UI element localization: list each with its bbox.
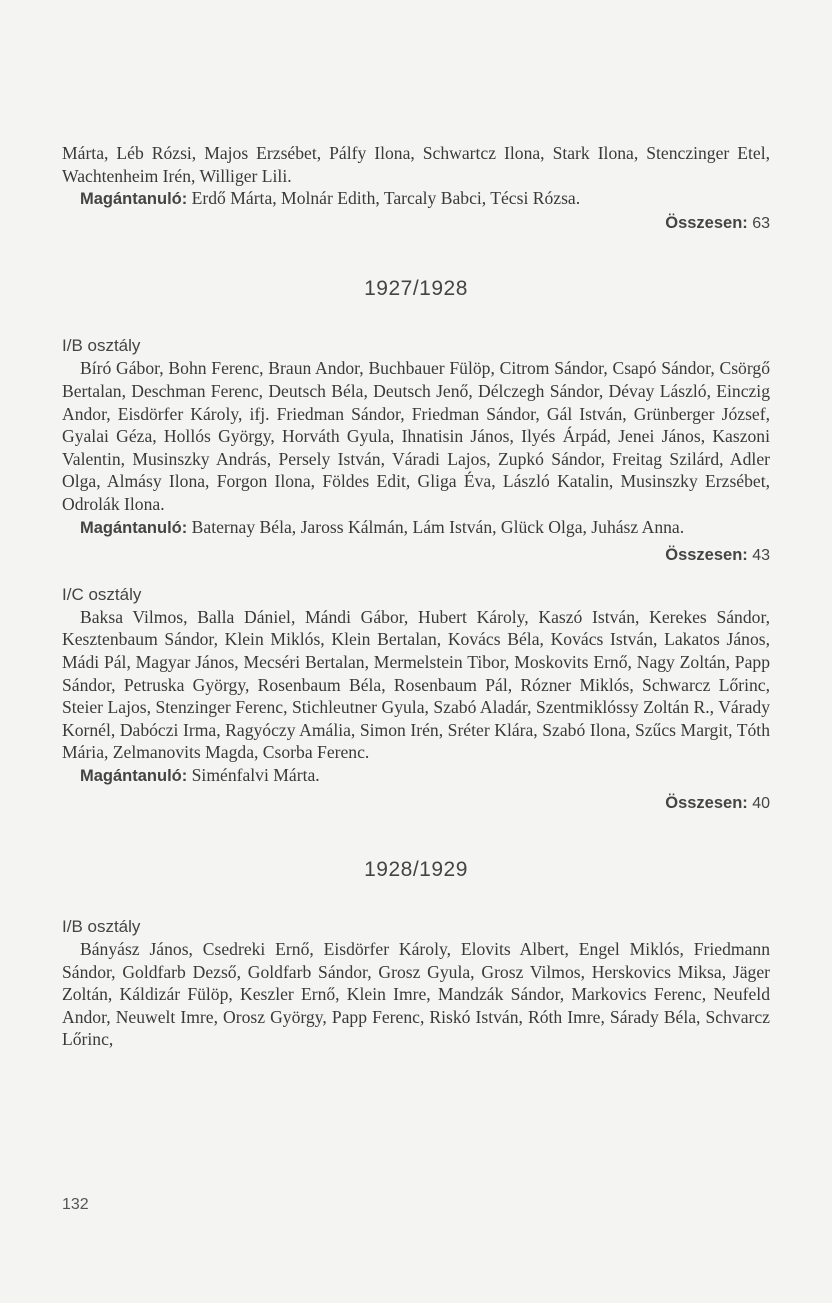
private-students-names: Baternay Béla, Jaross Kálmán, Lám István, Glück Olga, Juhász Anna. <box>187 516 685 537</box>
class-total <box>62 791 770 816</box>
class-list-ib-1928: Bányász János, Csedreki Ernő, Eisdörfer Károly, Elovits Albert, Engel Miklós, Friedmann Sándor, Goldfarb Dezső, Goldfarb Sándor, Grosz Gyula, Grosz Vilmos, Herskovics Miksa, Jäger Zoltán, Káldizár Fülöp, Keszler Ernő, Klein Imre, Mandzák Sándor, Markovics Ferenc, Neufeld Andor, Neuwelt Imre, Orosz György, Papp Ferenc, Riskó István, Róth Imre, Sárady Béla, Schvarcz Lőrinc, <box>62 939 770 1050</box>
class-list-continued: Márta, Léb Rózsi, Majos Erzsébet, Pálfy Ilona, Schwartcz Ilona, Stark Ilona, Stenczinger Etel, Wachtenheim Irén, Williger Lili. <box>62 143 770 186</box>
class-total-label: Összesen: <box>665 213 748 232</box>
class-list-ib-1927: Bíró Gábor, Bohn Ferenc, Braun Andor, Buchbauer Fülöp, Citrom Sándor, Csapó Sándor, Csörgő Bertalan, Deschman Ferenc, Deutsch Béla, Deutsch Jenő, Délczegh Sándor, Dévay László, Einczig Andor, Eisdörfer Károly, ifj. Friedman Sándor, Friedman Sándor, Gál István, Grünberger József, Gyalai Géza, Hollós György, Horváth Gyula, Ihnatisin János, Ilyés Árpád, Jenei János, Kaszoni Valentin, Musinszky András, Persely István, Váradi Lajos, Zupkó Sándor, Freitag Szilárd, Adler Olga, Almásy Ilona, Forgon Ilona, Földes Edit, Gliga Éva, László Katalin, Musinszky Erzsébet, Odrolák Ilona. <box>62 358 770 514</box>
class-heading-ib-1928: I/B osztály <box>62 917 141 937</box>
class-total-value: 63 <box>752 214 770 232</box>
class-heading-ib-1927: I/B osztály <box>62 336 141 356</box>
class-heading-ic-1927: I/C osztály <box>62 584 142 604</box>
private-students <box>62 516 770 540</box>
year-heading-1927: 1927/1928 <box>364 277 468 301</box>
private-students-label: Magántanuló: <box>80 766 188 785</box>
document-page <box>62 142 770 1051</box>
class-total-value: 40 <box>752 795 770 813</box>
class-list-ic-1927: Baksa Vilmos, Balla Dániel, Mándi Gábor, Hubert Károly, Kaszó István, Kerekes Sándor, Kesztenbaum Sándor, Klein Miklós, Klein Bertalan, Kovács Béla, Kovács István, Lakatos János, Mádi Pál, Magyar János, Mecséri Bertalan, Mermelstein Tibor, Moskovits Ernő, Nagy Zoltán, Papp Sándor, Petruska György, Rosenbaum Béla, Rosenbaum Pál, Rózner Miklós, Schwarcz Lőrinc, Steier Lajos, Stenzinger Ferenc, Stichleutner Gyula, Szabó Aladár, Szentmiklóssy Zoltán R., Várady Kornél, Dabóczi Irma, Ragyóczy Amália, Simon Irén, Sréter Klára, Szabó Ilona, Szűcs Margit, Tóth Mária, Zelmanovits Magda, Csorba Ferenc. <box>62 606 770 763</box>
class-total-label: Összesen: <box>665 546 748 565</box>
private-students-label: Magántanuló: <box>80 518 188 537</box>
class-total-label: Összesen: <box>665 794 748 813</box>
private-students-label: Magántanuló: <box>80 190 188 209</box>
class-total <box>62 211 770 236</box>
private-students <box>62 764 770 788</box>
page-number: 132 <box>62 1196 89 1213</box>
private-students-names: Siménfalvi Márta. <box>187 764 320 785</box>
class-total <box>62 543 770 568</box>
year-heading-1928: 1928/1929 <box>364 858 468 882</box>
class-total-value: 43 <box>752 547 770 565</box>
private-students-names: Erdő Márta, Molnár Edith, Tarcaly Babci, Técsi Rózsa. <box>187 188 581 209</box>
private-students <box>62 187 770 211</box>
